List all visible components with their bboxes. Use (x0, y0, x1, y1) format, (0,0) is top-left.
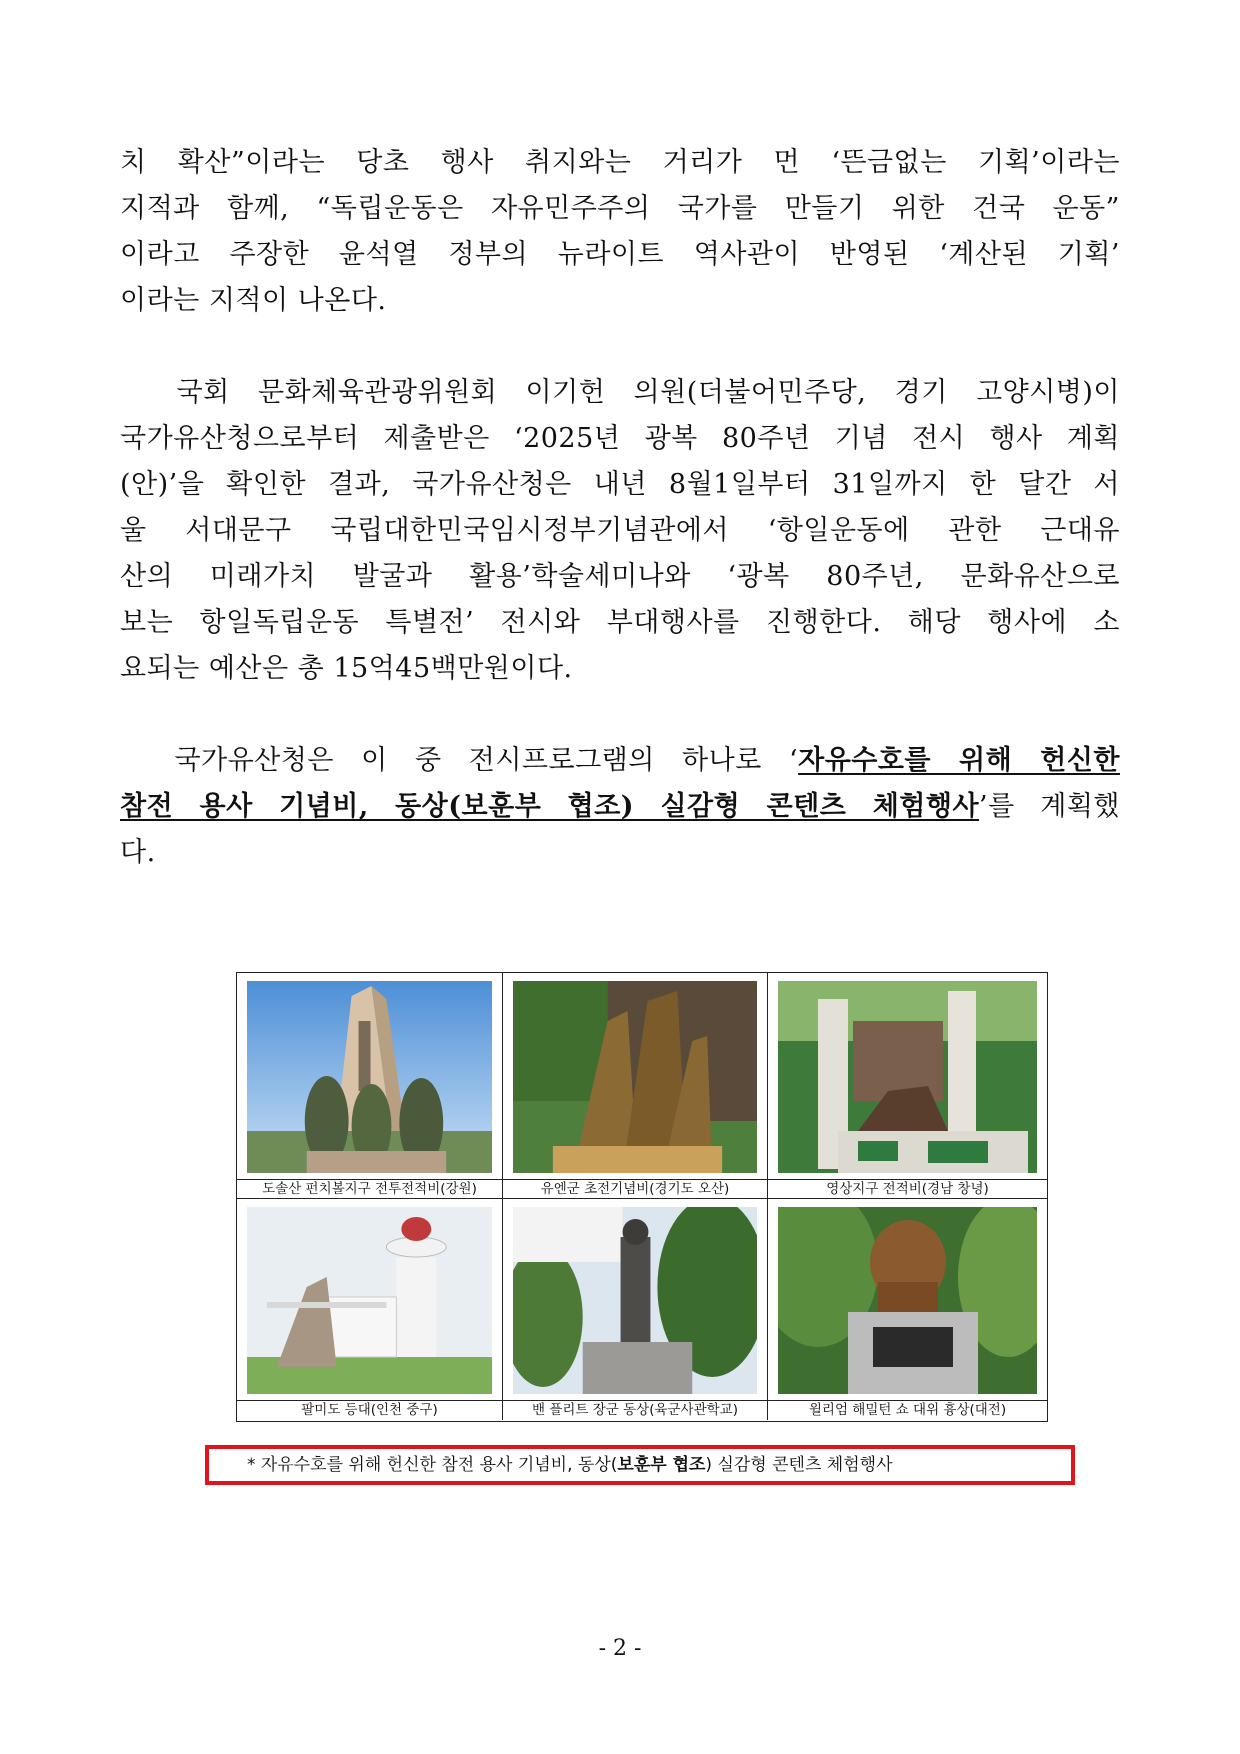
paragraph-3 (120, 738, 1120, 876)
photo-dosolsan-memorial (237, 973, 503, 1179)
photo-un-forces-memorial (503, 973, 768, 1179)
text-line: 산의 미래가치 발굴과 활용’학술세미나와 ‘광복 80주년, 문화유산으로 (120, 561, 1120, 592)
paragraph-2 (120, 370, 1120, 692)
text-line: 요되는 예산은 총 15억45백만원이다. (120, 653, 573, 684)
text-segment: 국가유산청은 이 중 전시프로그램의 하나로 ‘ (120, 745, 799, 776)
photo-caption: 윌리엄 해밀턴 쇼 대위 흉상(대전) (768, 1400, 1047, 1420)
text-line: 보는 항일독립운동 특별전’ 전시와 부대행사를 진행한다. 해당 행사에 소 (120, 607, 1120, 638)
photo-caption: 유엔군 초전기념비(경기도 오산) (503, 1179, 768, 1199)
caption-bold-text: 보훈부 협조 (617, 1455, 706, 1475)
photo-caption: 영상지구 전적비(경남 창녕) (768, 1179, 1047, 1199)
text-line: (안)’을 확인한 결과, 국가유산청은 내년 8월1일부터 31일까지 한 달간 서 (120, 469, 1120, 500)
text-line: 이라는 지적이 나온다. (120, 285, 387, 316)
caption-text: * 자유수호를 위해 헌신한 참전 용사 기념비, 동상( (247, 1455, 618, 1475)
text-line: 지적과 함께, “독립운동은 자유민주주의 국가를 만들기 위한 건국 운동” (120, 193, 1120, 224)
photo-table (236, 972, 1048, 1422)
photo-yeongsan-memorial (768, 973, 1047, 1179)
caption-text: ) 실감형 콘텐츠 체험행사 (705, 1455, 893, 1475)
text-line: 다. (120, 837, 156, 868)
photo-caption: 밴 플리트 장군 동상(육군사관학교) (503, 1400, 768, 1420)
text-segment: ’를 계획했 (979, 791, 1120, 822)
photo-caption: 도솔산 펀치볼지구 전투전적비(강원) (237, 1179, 503, 1199)
photo-palmido-lighthouse (237, 1199, 503, 1400)
text-line: 울 서대문구 국립대한민국임시정부기념관에서 ‘항일운동에 관한 근대유 (120, 515, 1120, 546)
photo-hamilton-shaw-bust (768, 1199, 1047, 1400)
text-line (120, 738, 1120, 784)
text-line: 국가유산청으로부터 제출받은 ‘2025년 광복 80주년 기념 전시 행사 계획 (120, 423, 1120, 454)
photo-van-fleet-statue (503, 1199, 768, 1400)
text-line: 국회 문화체육관광위원회 이기헌 의원(더불어민주당, 경기 고양시병)이 (120, 377, 1120, 408)
text-line: 치 확산”이라는 당초 행사 취지와는 거리가 먼 ‘뜬금없는 기획’이라는 (120, 147, 1120, 178)
photo-caption: 팔미도 등대(인천 중구) (237, 1400, 503, 1420)
highlight-caption-box (205, 1445, 1075, 1485)
paragraph-1 (120, 140, 1120, 324)
emphasis-text: 자유수호를 위해 헌신한 (798, 745, 1121, 776)
text-line (120, 784, 1120, 830)
emphasis-text: 참전 용사 기념비, 동상(보훈부 협조) 실감형 콘텐츠 체험행사 (120, 791, 980, 822)
text-line: 이라고 주장한 윤석열 정부의 뉴라이트 역사관이 반영된 ‘계산된 기획’ (120, 239, 1120, 270)
page-number: - 2 - (598, 1636, 642, 1661)
